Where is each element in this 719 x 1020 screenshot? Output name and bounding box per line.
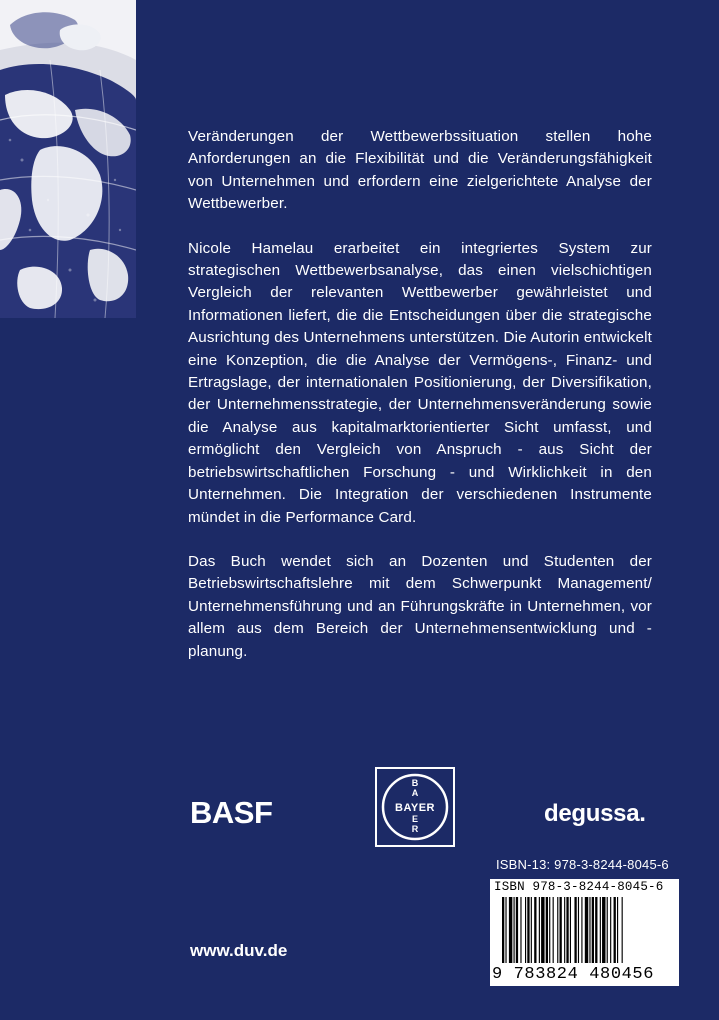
- barcode-isbn-label: ISBN 978-3-8244-8045-6: [494, 880, 664, 894]
- barcode: [490, 879, 679, 986]
- svg-text:A: A: [411, 788, 419, 798]
- svg-text:E: E: [411, 814, 419, 824]
- blurb-paragraph-1: Veränderungen der Wettbewerbssituation stellen hohe Anforderungen an die Flexibilität und die Veränderungsfähigkeit von Unternehmen und erfordern eine zielgerichtete Analyse der Wettbewerber.: [188, 128, 652, 213]
- globe-image: [0, 0, 136, 318]
- website-url: www.duv.de: [190, 941, 288, 960]
- globe-photo: [0, 0, 136, 318]
- bayer-logo: [375, 767, 455, 847]
- bayer-cross-icon: [377, 769, 453, 845]
- degussa-logo: degussa.: [544, 800, 646, 827]
- barcode-digits: 9 783824 480456: [492, 965, 655, 984]
- blurb-paragraph-3: Das Buch wendet sich an Dozenten und Studenten der Betriebswirtschaftslehre mit dem Schwerpunkt Management/ Unternehmensführung und an Führungskräfte in Unternehmen, vor allem aus dem Bereich der Unternehmensentwicklung und -planung.: [188, 552, 652, 660]
- back-cover-blurb: [188, 126, 652, 685]
- svg-text:B: B: [411, 778, 419, 788]
- isbn-text: ISBN-13: 978-3-8244-8045-6: [496, 857, 669, 872]
- bayer-horizontal-text: BAYER: [395, 802, 435, 814]
- svg-text:R: R: [411, 824, 419, 834]
- basf-logo: BASF: [190, 795, 273, 830]
- blurb-paragraph-2: Nicole Hamelau erarbeitet ein integriertes System zur strategischen Wettbewerbsanalyse, das einen vielschichtigen Vergleich der relevanten Wettbewerber gewährleistet und Informationen liefert, die die Entscheidungen über die strategische Ausrichtung des Unternehmens unterstützen. Die Autorin entwickelt eine Konzeption, die die Analyse der Vermögens-, Finanz- und Ertragslage, der internationalen Positionierung, der Diversifikation, der Unternehmensstrategie, der Unternehmensveränderung sowie die Analyse aus kapitalmarktorientierter Sicht umfasst, und ermöglicht den Vergleich von Anspruch - aus Sicht der betriebswirtschaftlichen Forschung - und Wirklichkeit in den Unternehmen. Die Integration der verschiedenen Instrumente mündet in die Performance Card.: [188, 239, 652, 526]
